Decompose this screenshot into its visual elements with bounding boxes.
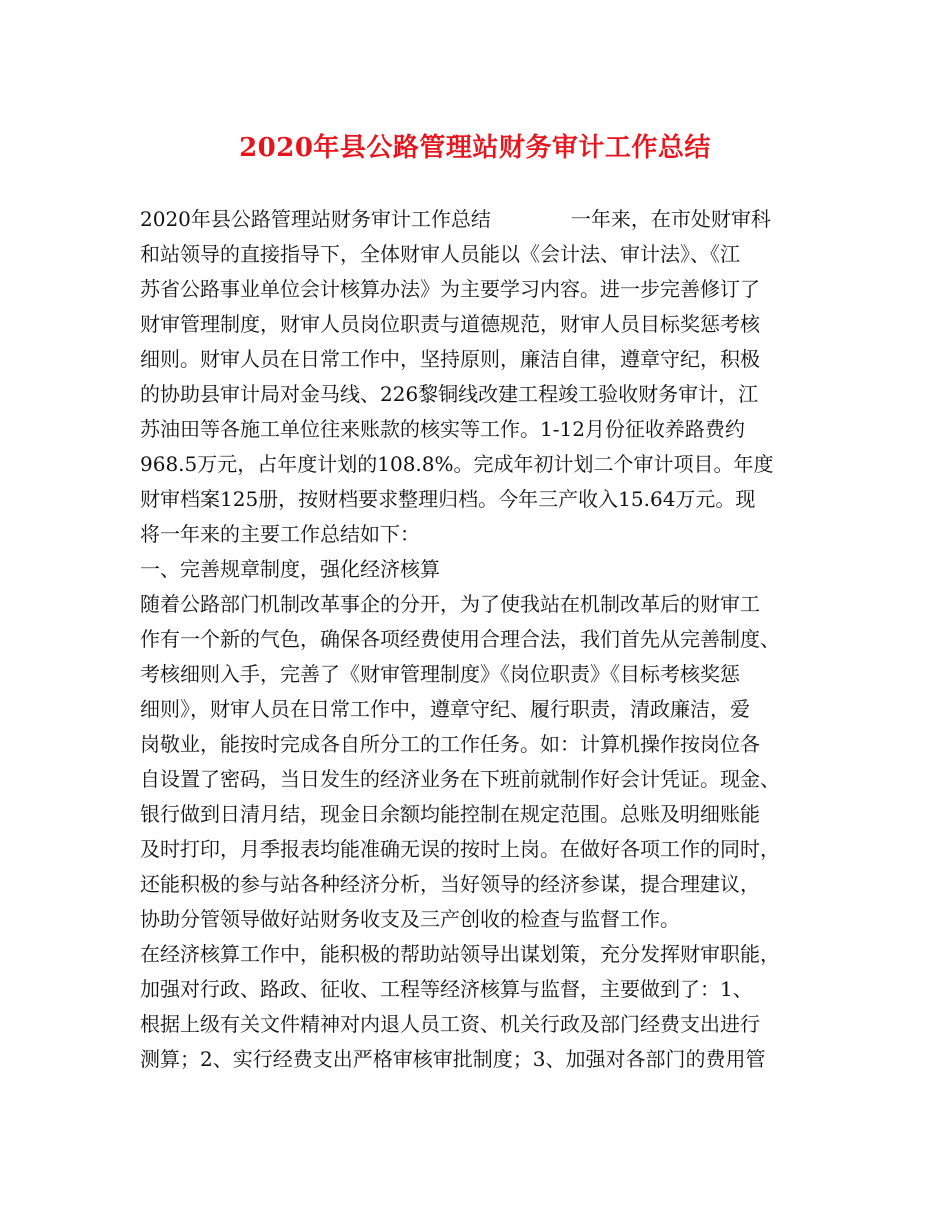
body-line: 财审档案125册，按财档要求整理归档。今年三产收入15.64万元。现 [140, 487, 756, 511]
body-line: 还能积极的参与站各种经济分析，当好领导的经济参谋，提合理建议， [140, 872, 760, 896]
body-line: 和站领导的直接指导下，全体财审人员能以《会计法、审计法》、《江 [140, 242, 740, 266]
body-line: 2020年县公路管理站财务审计工作总结 一年来，在市处财审科 [140, 207, 771, 231]
body-line: 岗敬业，能按时完成各自所分工的工作任务。如：计算机操作按岗位各 [140, 732, 760, 756]
body-line: 及时打印，月季报表均能准确无误的按时上岗。在做好各项工作的同时， [140, 837, 780, 861]
body-line: 协助分管领导做好站财务收支及三产创收的检查与监督工作。 [140, 907, 680, 931]
body-line: 加强对行政、路政、征收、工程等经济核算与监督，主要做到了：1、 [140, 977, 753, 1001]
body-line: 财审管理制度，财审人员岗位职责与道德规范，财审人员目标奖惩考核 [140, 312, 760, 336]
body-line: 将一年来的主要工作总结如下： [140, 522, 420, 546]
body-line: 自设置了密码，当日发生的经济业务在下班前就制作好会计凭证。现金、 [140, 767, 780, 791]
document-title: 2020年县公路管理站财务审计工作总结 [239, 133, 711, 163]
body-line: 苏油田等各施工单位往来账款的核实等工作。1-12月份征收养路费约 [140, 417, 745, 441]
body-line: 根据上级有关文件精神对内退人员工资、机关行政及部门经费支出进行 [140, 1012, 760, 1036]
body-line: 考核细则入手，完善了《财审管理制度》《岗位职责》《目标考核奖惩 [140, 662, 740, 686]
body-line: 作有一个新的气色，确保各项经费使用合理合法，我们首先从完善制度、 [140, 627, 780, 651]
body-line: 苏省公路事业单位会计核算办法》为主要学习内容。进一步完善修订了 [140, 277, 760, 301]
body-line: 968.5万元，占年度计划的108.8%。完成年初计划二个审计项目。年度 [140, 452, 774, 476]
body-line: 细则》，财审人员在日常工作中，遵章守纪、履行职责，清政廉洁，爱 [140, 697, 750, 721]
body-line: 银行做到日清月结，现金日余额均能控制在规定范围。总账及明细账能 [140, 802, 760, 826]
body-line: 测算；2、实行经费支出严格审核审批制度；3、加强对各部门的费用管 [140, 1047, 766, 1071]
document-body [140, 202, 830, 1077]
body-line: 的协助县审计局对金马线、226黎铜线改建工程竣工验收财务审计，江 [140, 382, 759, 406]
body-line: 在经济核算工作中，能积极的帮助站领导出谋划策，充分发挥财审职能， [140, 942, 780, 966]
section-heading: 一、完善规章制度，强化经济核算 [140, 557, 440, 581]
body-line: 细则。财审人员在日常工作中，坚持原则，廉洁自律，遵章守纪，积极 [140, 347, 760, 371]
body-line: 随着公路部门机制改革事企的分开，为了使我站在机制改革后的财审工 [140, 592, 760, 616]
